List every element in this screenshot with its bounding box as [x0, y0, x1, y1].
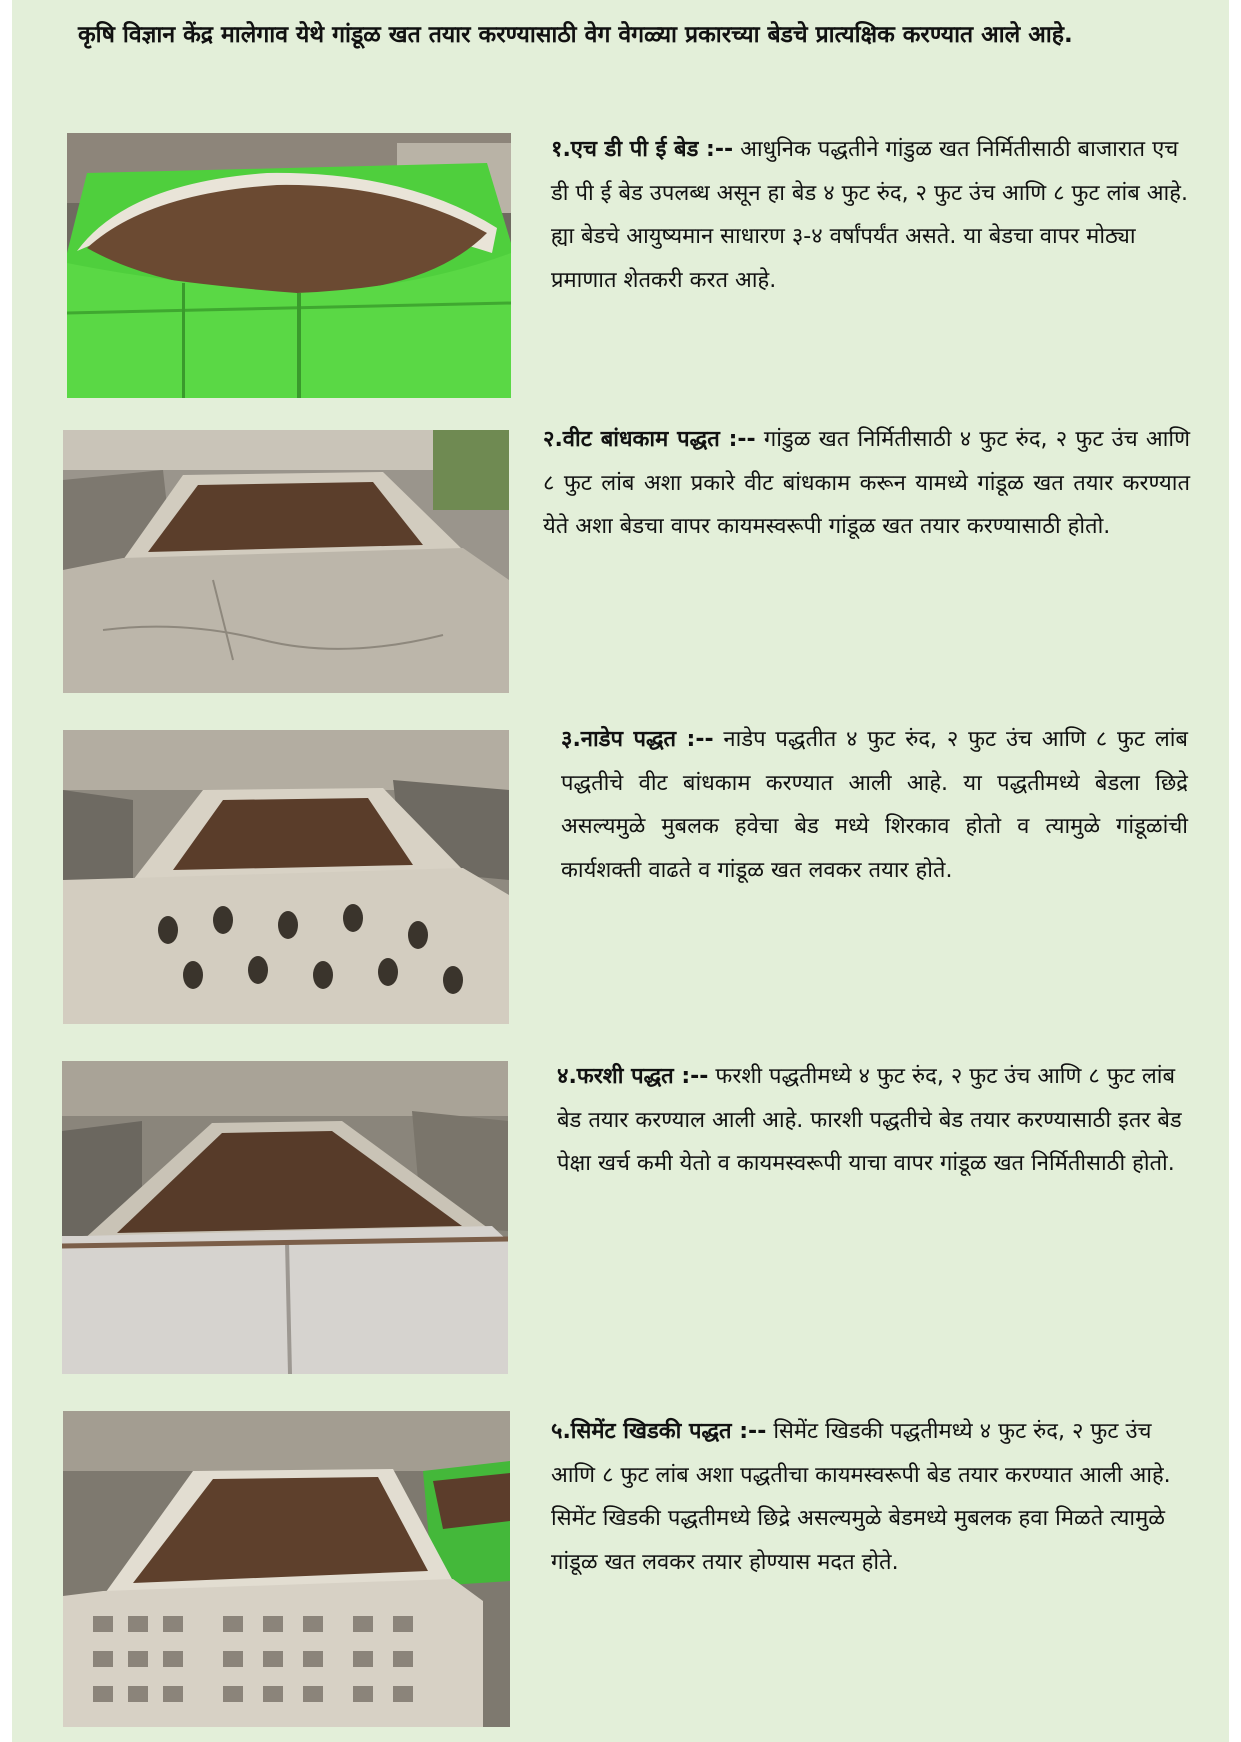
nadep-bed-photo: [63, 730, 509, 1024]
nadep-bed-description: [561, 718, 1188, 892]
hdpe-bed-photo: [67, 133, 511, 398]
tile-bed-text: फरशी पद्धतीमध्ये ४ फुट रुंद, २ फुट उंच आणि ८ फुट लांब बेड तयार करण्याल आली आहे. फारशी पद्धतीचे बेड तयार करण्यासाठी इतर बेड पेक्षा खर्च कमी येतो व कायमस्वरूपी याचा वापर गांडूळ खत निर्मितीसाठी होतो.: [557, 1064, 1182, 1176]
hdpe-bed-description: [551, 128, 1191, 302]
brick-bed-description: [543, 418, 1190, 549]
intro-heading: कृषि विज्ञान केंद्र मालेगाव येथे गांडूळ खत तयार करण्यासाठी वेग वेगळ्या प्रकारच्या बेडचे प्रात्यक्षिक करण्यात आले आहे.: [78, 22, 1073, 48]
brick-bed-photo: [63, 430, 509, 693]
hdpe-bed-heading: १.एच डी पी ई बेड :--: [551, 137, 734, 162]
cement-window-bed-heading: ५.सिमेंट खिडकी पद्धत :--: [551, 1419, 767, 1444]
cement-window-bed-photo: [63, 1411, 510, 1727]
nadep-bed-text: नाडेप पद्धतीत ४ फुट रुंद, २ फुट उंच आणि ८ फुट लांब पद्धतीचे वीट बांधकाम करण्यात आली आहे. या पद्धतीमध्ये बेडला छिद्रे असल्यमुळे मुबलक हवेचा बेड मध्ये शिरकाव होतो व त्यामुळे गांडूळांची कार्यशक्ती वाढते व गांडूळ खत लवकर तयार होते.: [561, 727, 1188, 883]
hdpe-bed-text: आधुनिक पद्धतीने गांडुळ खत निर्मितीसाठी बाजारात एच डी पी ई बेड उपलब्ध असून हा बेड ४ फुट रुंद, २ फुट उंच आणि ८ फुट लांब आहे. ह्या बेडचे आयुष्यमान साधारण ३-४ वर्षांपर्यंत असते. या बेडचा वापर मोठ्या प्रमाणात शेतकरी करत आहे.: [551, 137, 1188, 293]
tile-bed-heading: ४.फरशी पद्धत :--: [557, 1064, 709, 1089]
brick-bed-heading: २.वीट बांधकाम पद्धत :--: [543, 427, 756, 452]
nadep-bed-heading: ३.नाडेप पद्धत :--: [561, 727, 714, 752]
brick-bed-text: गांडुळ खत निर्मितीसाठी ४ फुट रुंद, २ फुट उंच आणि ८ फुट लांब अशा प्रकारे वीट बांधकाम करून यामध्ये गांडूळ खत तयार करण्यात येते अशा बेडचा वापर कायमस्वरूपी गांडूळ खत तयार करण्यासाठी होतो.: [543, 427, 1190, 539]
tile-bed-photo: [62, 1061, 508, 1374]
cement-window-bed-text: सिमेंट खिडकी पद्धतीमध्ये ४ फुट रुंद, २ फुट उंच आणि ८ फुट लांब अशा पद्धतीचा कायमस्वरूपी बेड तयार करण्यात आली आहे. सिमेंट खिडकी पद्धतीमध्ये छिद्रे असल्यमुळे बेडमध्ये मुबलक हवा मिळते त्यामुळे गांडूळ खत लवकर तयार होण्यास मदत होते.: [551, 1419, 1171, 1575]
tile-bed-description: [557, 1055, 1189, 1186]
document-page: [12, 0, 1229, 1742]
cement-window-bed-description: [551, 1410, 1191, 1584]
